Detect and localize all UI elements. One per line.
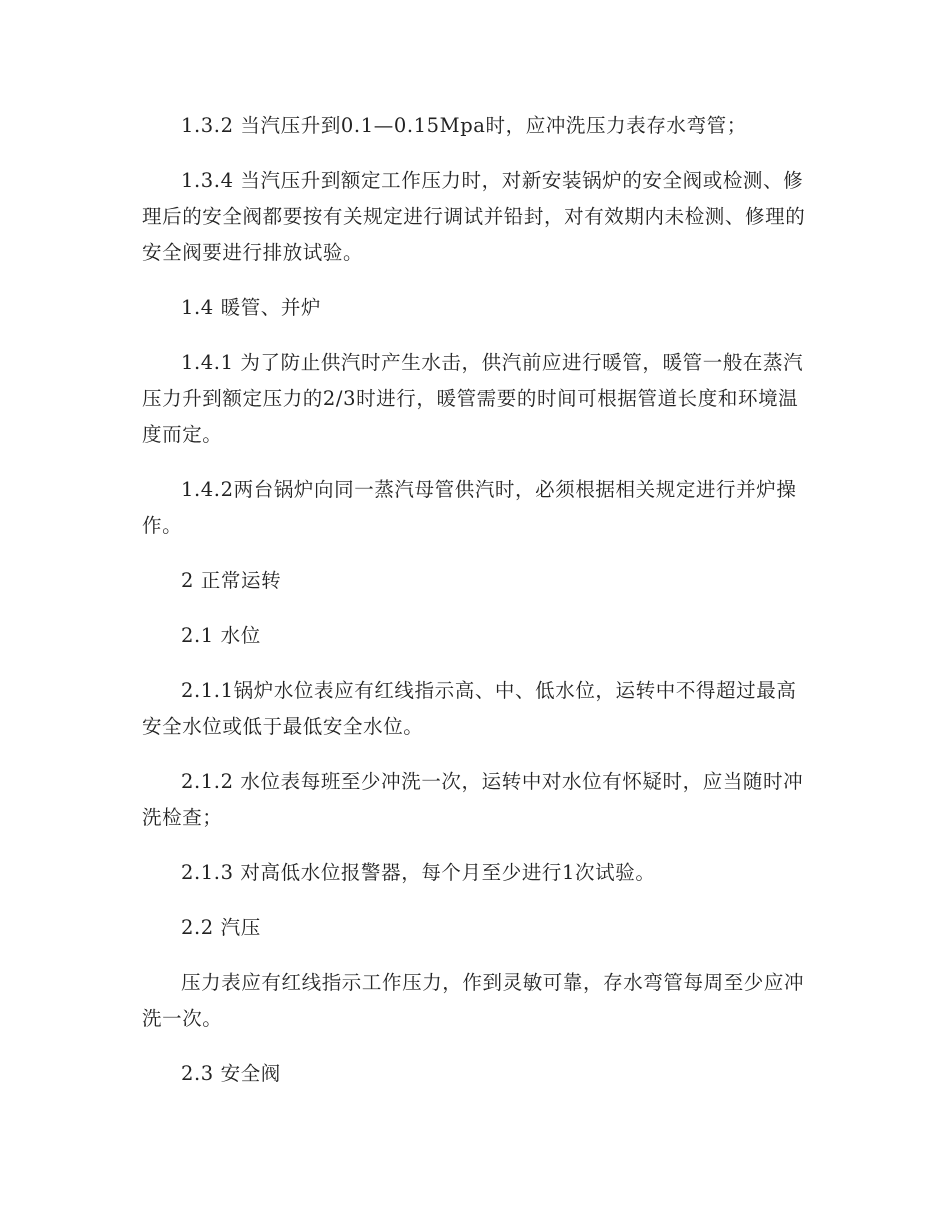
paragraph-2-1-3: 2.1.3 对高低水位报警器，每个月至少进行1次试验。 [181,861,656,884]
heading-2-2: 2.2 汽压 [181,916,261,939]
paragraph-1-3-4: 1.3.4 当汽压升到额定工作压力时，对新安装锅炉的安全阀或检测、修理后的安全阀都要按有关规定进行调试并铅封，对有效期内未检测、修理的安全阀要进行排放试验。 [142,169,806,264]
heading-2-1: 2.1 水位 [181,624,261,647]
document-body [142,108,808,1111]
paragraph-2-1-2: 2.1.2 水位表每班至少冲洗一次，运转中对水位有怀疑时，应当随时冲洗检查； [142,770,804,829]
paragraph-1-3-2: 1.3.2 当汽压升到0.1—0.15Mpa时，应冲洗压力表存水弯管； [181,114,747,137]
heading-1-4: 1.4 暖管、并炉 [181,296,322,319]
heading-2: 2 正常运转 [181,569,282,592]
paragraph-1-4-2: 1.4.2两台锅炉向同一蒸汽母管供汽时，必须根据相关规定进行并炉操作。 [142,478,797,537]
paragraph-1-4-1: 1.4.1 为了防止供汽时产生水击，供汽前应进行暖管，暖管一般在蒸汽压力升到额定压力的2/3时进行，暖管需要的时间可根据管道长度和环境温度而定。 [142,351,804,446]
paragraph-pressure-gauge: 压力表应有红线指示工作压力，作到灵敏可靠，存水弯管每周至少应冲洗一次。 [142,971,805,1030]
paragraph-2-1-1: 2.1.1锅炉水位表应有红线指示高、中、低水位，运转中不得超过最高安全水位或低于最低安全水位。 [142,679,797,738]
heading-2-3: 2.3 安全阀 [181,1062,281,1085]
